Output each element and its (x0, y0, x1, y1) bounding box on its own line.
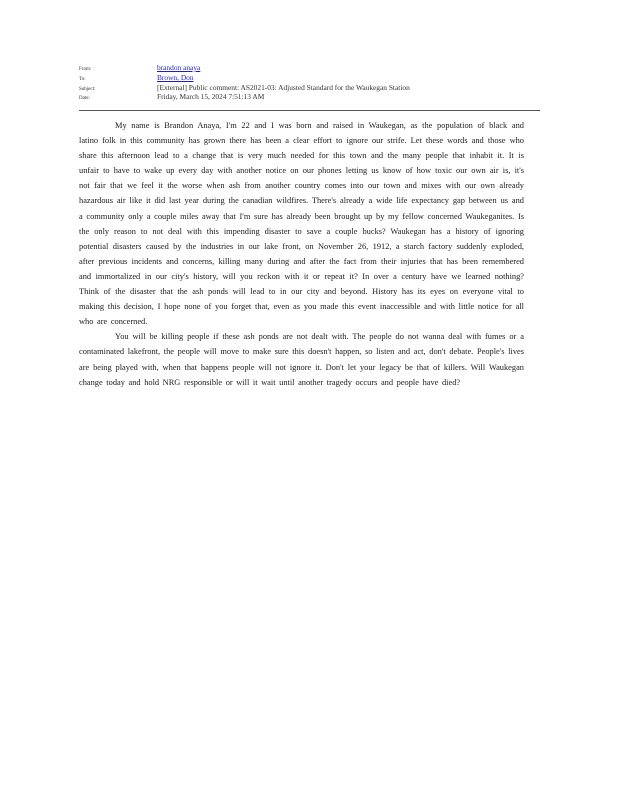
from-row (79, 63, 539, 73)
subject-value: [External] Public comment: AS2021-03: Adjusted Standard for the Waukegan Station (157, 82, 410, 92)
from-sender-link[interactable]: brandon anaya (157, 63, 201, 72)
header-divider (79, 110, 540, 111)
subject-row (79, 83, 539, 93)
to-recipient-link[interactable]: Brown, Don (157, 72, 194, 82)
email-header (79, 63, 539, 102)
to-label: To: (79, 76, 86, 82)
date-value: Friday, March 15, 2024 7:51:13 AM (157, 92, 265, 102)
from-label: From: (79, 67, 92, 72)
to-row (79, 73, 539, 83)
email-body (79, 118, 524, 390)
body-paragraph-2: You will be killing people if these ash ponds are not dealt with. The people do not wanna deal with fumes or a contaminated lakefront, the people will move to make sure this doesn't happen, so listen and act, don't debate. People's lives are being played with, when that happens people will not ignore it. Don't let your legacy be that of killers. Will Waukegan change today and hold NRG responsible or will it wait until another tragedy occurs and people have died? (79, 332, 524, 387)
subject-label: Subject: (79, 86, 96, 92)
date-label: Date: (79, 96, 90, 102)
date-row (79, 92, 539, 102)
body-paragraph-1: My name is Brandon Anaya, I'm 22 and I was born and raised in Waukegan, as the population of black and latino folk in this community has grown there has been a clear effort to ignore our strife. Let these words and those who share this afternoon lead to a change that is very much needed for this town and the many people that inhabit it. It is unfair to have to wake up every day with another notice on our phones letting us know of how toxic our own air is, it's not fair that we feel it the worse when ash from another country comes into our town and mixes with our own already hazardous air like it did last year during the canadian wildfires. There's already a wide life expectancy gap between us and a community only a couple miles away that I'm sure has already been brought up by my fellow concerned Waukeganites. Is the only reason to not deal with this impending disaster to save a couple bucks? Waukegan has a history of ignoring potential disasters caused by the industries in our lake front, on November 26, 1912, a starch factory suddenly exploded, after previous incidents and concerns, killing many during and after the fact from their injuries that has been remembered and immortalized in our city's history, will you reckon with it or repeat it? In over a century have we learned nothing? Think of the disaster that the ash ponds will lead to in our city and beyond. History has its eyes on everyone vital to making this decision, I hope none of you forget that, even as you made this event inaccessible and with little notice for all who are concerned. (79, 121, 524, 327)
